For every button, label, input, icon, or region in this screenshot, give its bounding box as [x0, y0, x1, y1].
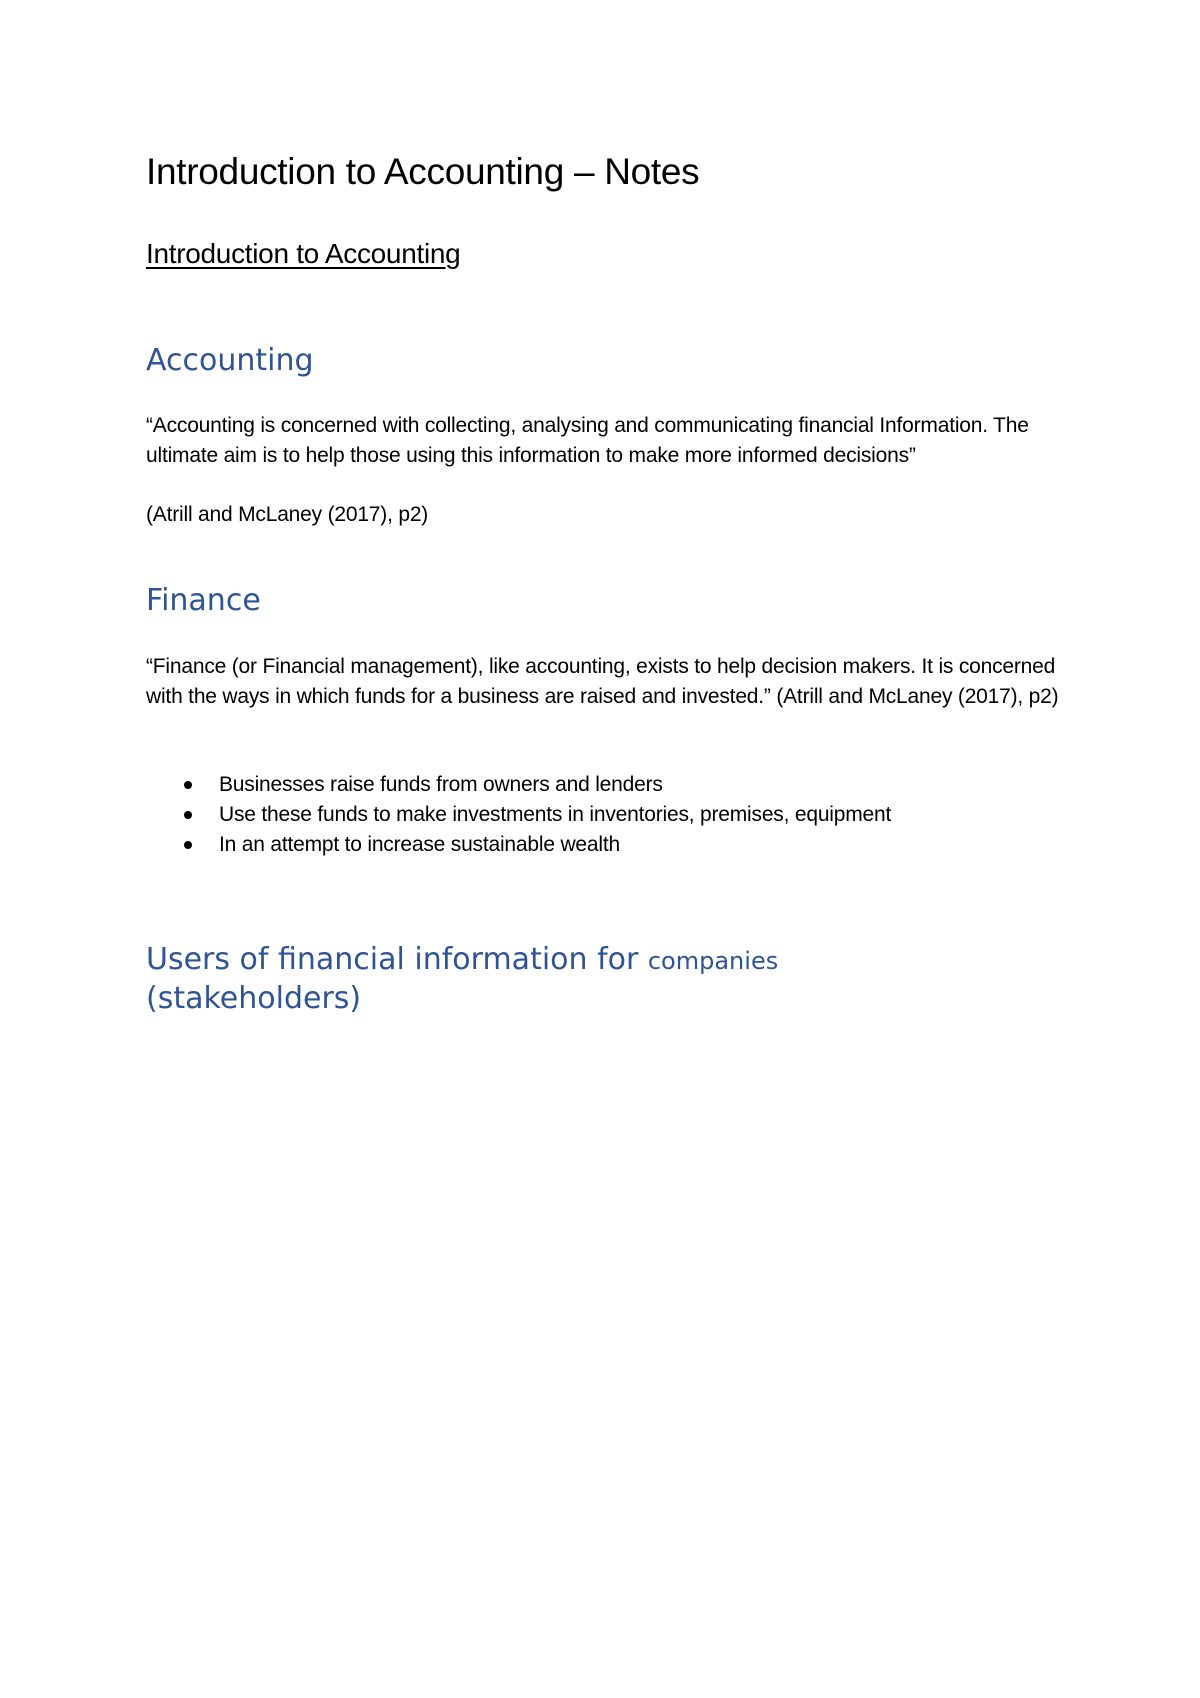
users-heading-part: companies — [647, 947, 779, 975]
users-heading-part: (stakeholders) — [146, 981, 362, 1016]
document-subtitle: Introduction to Accounting — [146, 238, 461, 269]
list-item — [146, 770, 891, 800]
bullet-icon — [184, 841, 192, 849]
list-item — [146, 830, 891, 860]
accounting-quote: “Accounting is concerned with collecting, analysing and communicating financial Information. The ultimate aim is to help those using this information to make more informed decisions” — [146, 414, 1029, 467]
users-heading — [146, 941, 778, 1018]
accounting-heading: Accounting — [146, 343, 314, 378]
accounting-citation: (Atrill and McLaney (2017), p2) — [146, 503, 429, 526]
bullet-icon — [184, 811, 192, 819]
list-item-text: Use these funds to make investments in inventories, premises, equipment — [219, 803, 892, 826]
document-title: Introduction to Accounting – Notes — [146, 151, 700, 192]
list-item-text: Businesses raise funds from owners and lenders — [219, 773, 663, 796]
finance-bullet-list — [146, 770, 891, 860]
finance-heading: Finance — [146, 583, 261, 618]
list-item — [146, 800, 891, 830]
list-item-text: In an attempt to increase sustainable wealth — [219, 833, 620, 856]
users-heading-part: Users of financial information for — [146, 942, 648, 977]
finance-quote: “Finance (or Financial management), like accounting, exists to help decision makers. It is concerned with the ways in which funds for a business are raised and invested.” (Atrill and McLaney (2017), p2) — [146, 655, 1059, 708]
bullet-icon — [184, 781, 192, 789]
